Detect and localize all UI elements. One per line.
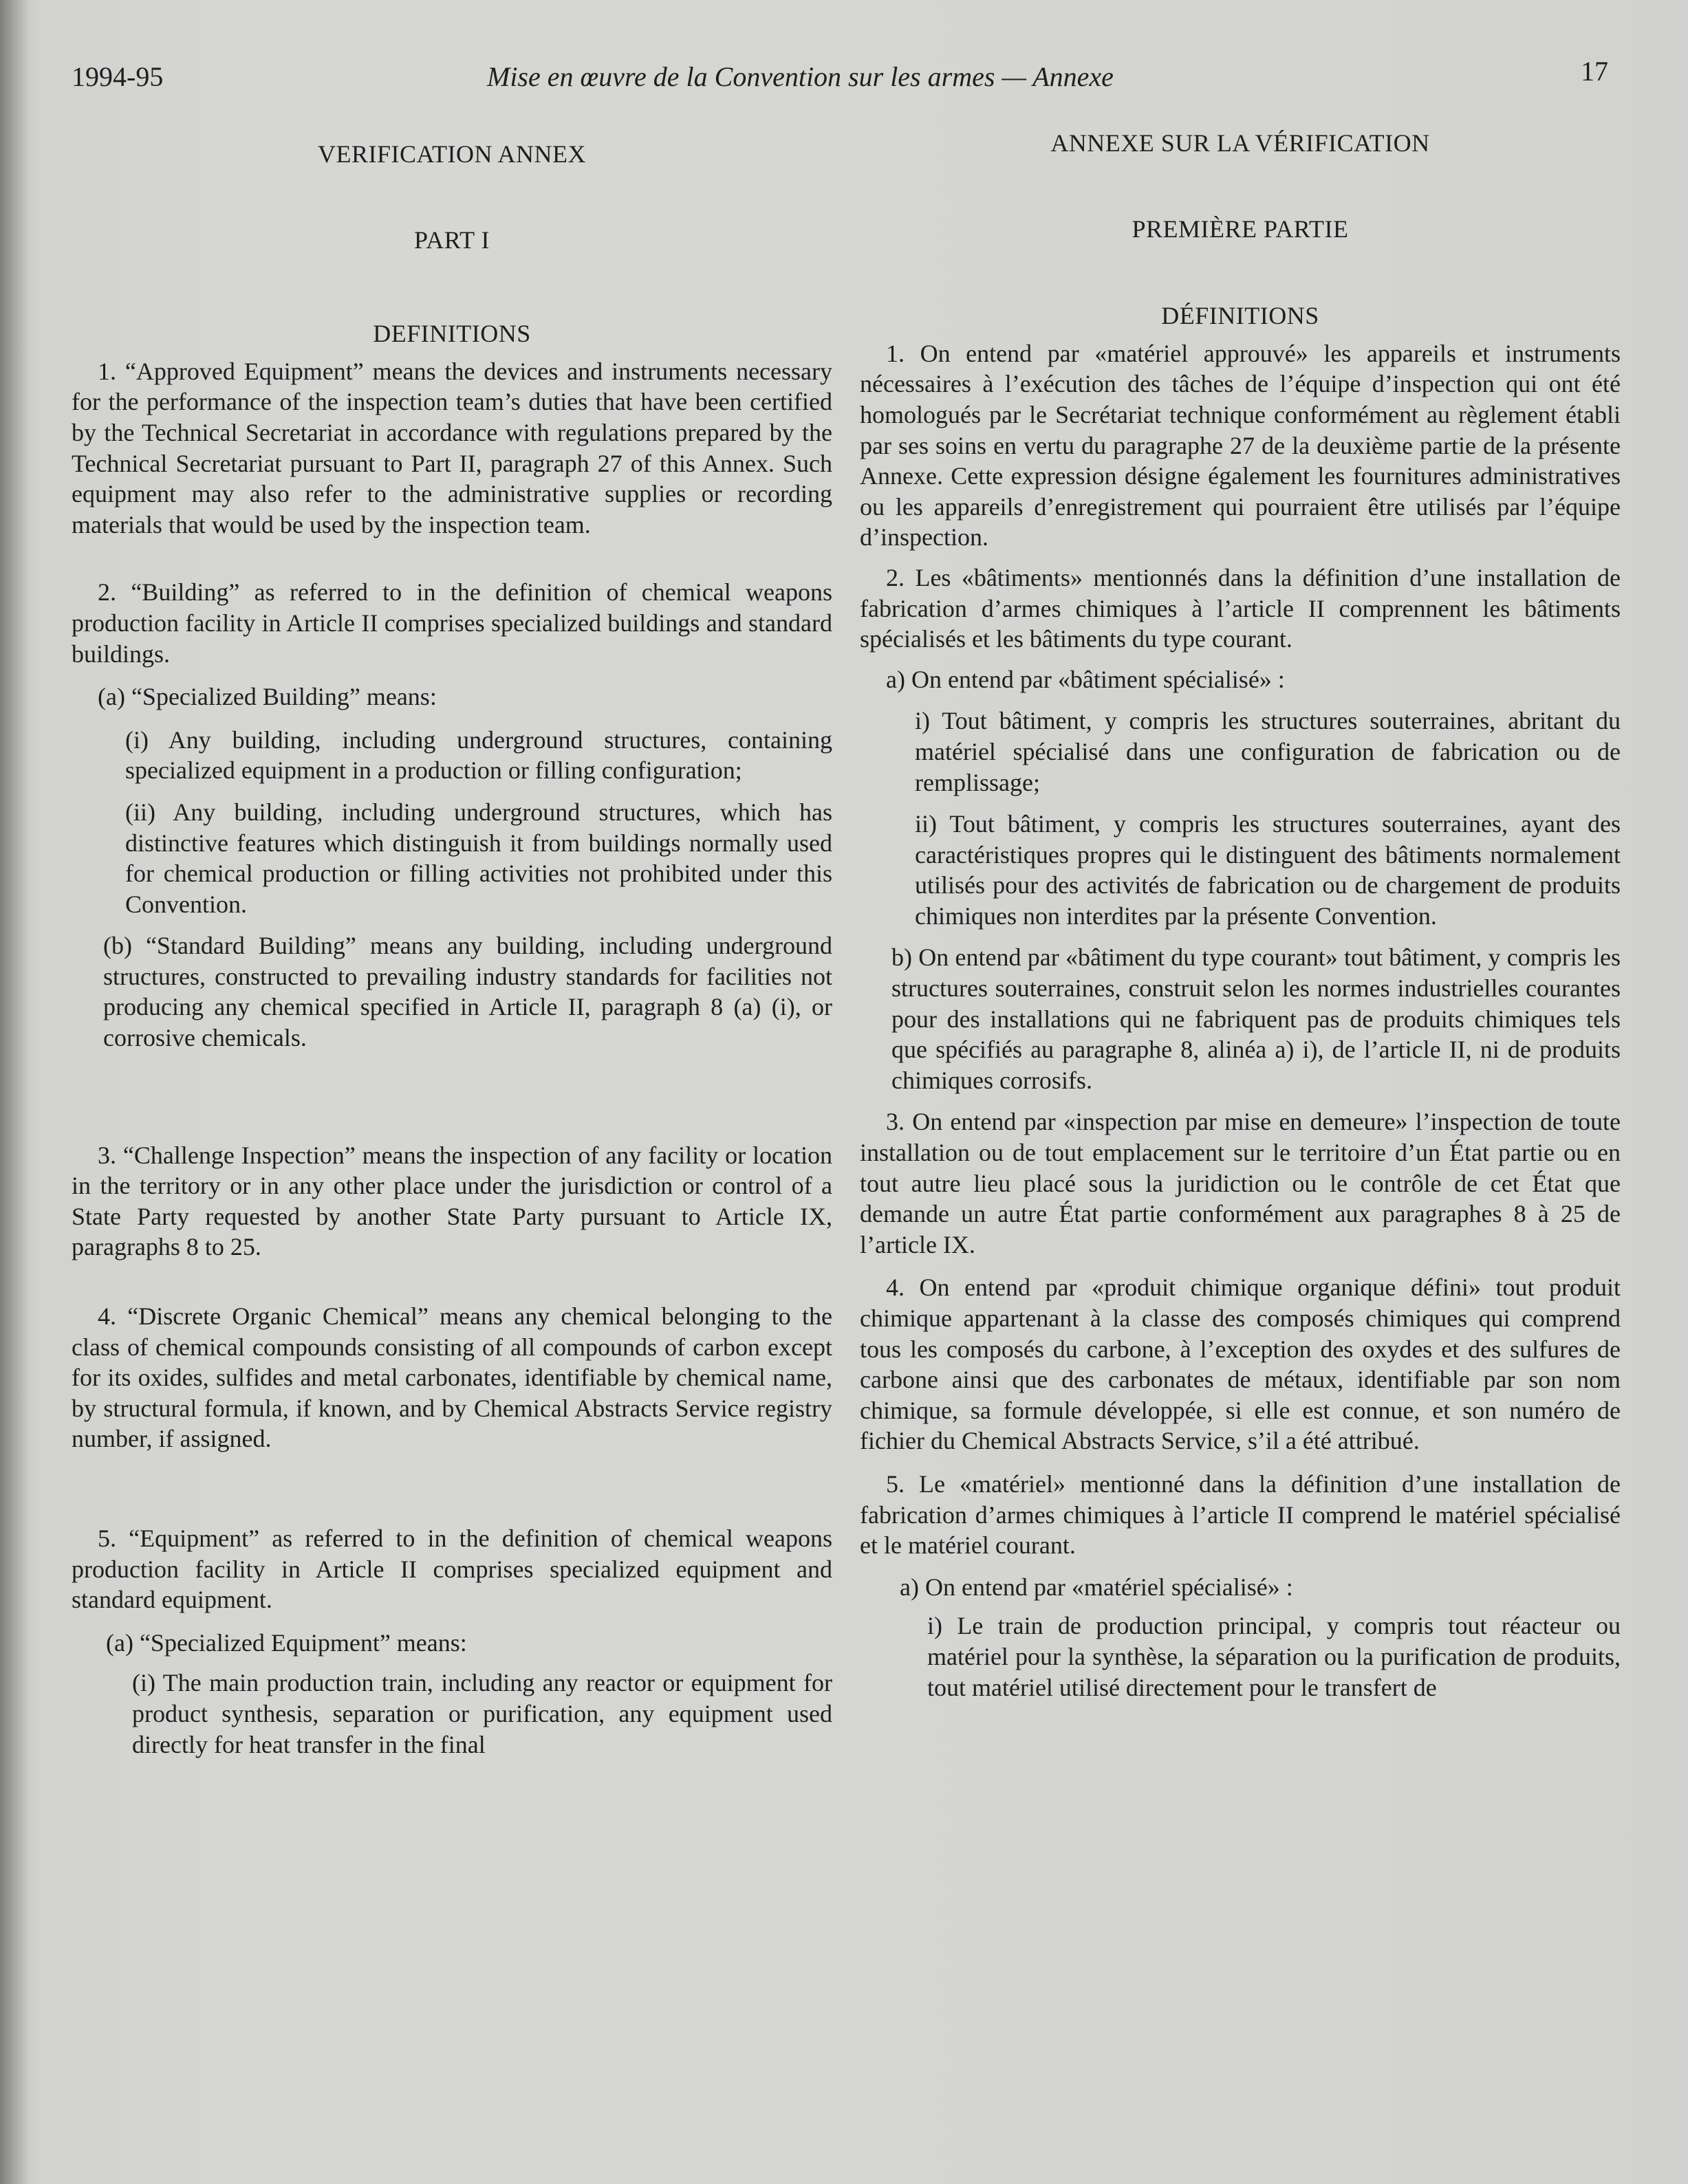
paragraph-5a-i-en: (i) The main production train, including any reactor or equipment for product synthesis, separation or purification, any equipment used directly for heat transfer in the final xyxy=(132,1669,832,1758)
paragraph-2a-ii-en: (ii) Any building, including underground structures, which has distinctive features which distinguish it from buildings normally used for chemical production or filling activities not prohibited under this Convention. xyxy=(125,798,832,918)
paragraph-2a-i-en: (i) Any building, including underground structures, containing specialized equipment in a production or filling configuration; xyxy=(125,725,832,785)
running-header-year: 1994-95 xyxy=(72,61,164,92)
page-number: 17 xyxy=(1581,56,1608,87)
english-column xyxy=(72,131,832,1760)
paragraph-2a-fr: a) On entend par «bâtiment spécialisé» : xyxy=(886,665,1285,693)
french-column xyxy=(860,131,1621,1703)
annex-title-fr: ANNEXE SUR LA VÉRIFICATION xyxy=(1050,129,1430,157)
paragraph-3-en: 3. “Challenge Inspection” means the inspection of any facility or location in the territory or in any other place under the jurisdiction or control of a State Party requested by another State Party pursuant to Article IX, paragraphs 8 to 25. xyxy=(72,1141,832,1261)
paragraph-1-fr: 1. On entend par «matériel approuvé» les appareils et instruments nécessaires à l’exécution des tâches de l’équipe d’inspection qui ont été homologués par le Secrétariat technique conformément au règlement établi par ses soins en vertu du paragraphe 27 de la deuxième partie de la présente Annexe. Cette expression désigne également les fournitures administratives ou les appareils d’enregistrement qui pourraient être utilisés par l’équipe d’inspection. xyxy=(860,339,1621,552)
part-title-fr: PREMIÈRE PARTIE xyxy=(1132,215,1349,243)
paragraph-2-fr: 2. Les «bâtiments» mentionnés dans la définition d’une installation de fabrication d’armes chimiques à l’article II comprennent les bâtiments spécialisés et les bâtiments du type courant. xyxy=(860,563,1621,653)
paragraph-5-en: 5. “Equipment” as referred to in the definition of chemical weapons production facility in Article II comprises specialized equipment and standard equipment. xyxy=(72,1525,832,1614)
paragraph-5a-en: (a) “Specialized Equipment” means: xyxy=(106,1628,467,1657)
paragraph-5a-fr: a) On entend par «matériel spécialisé» : xyxy=(900,1573,1293,1601)
section-title-fr: DÉFINITIONS xyxy=(1161,302,1319,330)
annex-title-en: VERIFICATION ANNEX xyxy=(318,140,586,168)
part-title-en: PART I xyxy=(414,226,490,254)
paragraph-5-fr: 5. Le «matériel» mentionné dans la définition d’une installation de fabrication d’armes chimiques à l’article II comprend le matériel spécialisé et le matériel courant. xyxy=(860,1470,1621,1560)
paragraph-2a-i-fr: i) Tout bâtiment, y compris les structures souterraines, abritant du matériel spécialisé dans une configuration de fabrication ou de remplissage; xyxy=(915,707,1621,796)
paragraph-2a-en: (a) “Specialized Building” means: xyxy=(98,683,437,711)
paragraph-2b-fr: b) On entend par «bâtiment du type courant» tout bâtiment, y compris les structures souterraines, construit selon les normes industrielles courantes pour des installations qui ne fabriquent pas de produits chimiques tels que spécifiés au paragraphe 8, alinéa a) i), de l’article II, ni de produits chimiques corrosifs. xyxy=(891,943,1621,1094)
paragraph-3-fr: 3. On entend par «inspection par mise en demeure» l’inspection de toute installation ou de tout emplacement sur le territoire d’un État partie ou en tout autre lieu placé sous la juridiction ou le contrôle de cet État que demande un autre État partie conformément aux paragraphes 8 à 25 de l’article IX. xyxy=(860,1108,1621,1258)
paragraph-1-en: 1. “Approved Equipment” means the devices and instruments necessary for the performance of the inspection team’s duties that have been certified by the Technical Secretariat in accordance with regulations prepared by the Technical Secretariat pursuant to Part II, paragraph 27 of this Annex. Such equipment may also refer to the administrative supplies or recording materials that would be used by the inspection team. xyxy=(72,357,832,538)
book-spine-shadow xyxy=(0,0,29,2184)
paragraph-4-fr: 4. On entend par «produit chimique organique défini» tout produit chimique appartenant à la classe des composés chimiques qui comprend tous les composés du carbone, à l’exception des oxydes et des sulfures de carbone ainsi que des carbonates de métaux, identifiable par son nom chimique, sa formule développée, si elle est connue, et son numéro de fichier du Chemical Abstracts Service, s’il a été attribué. xyxy=(860,1274,1621,1455)
paragraph-2-en: 2. “Building” as referred to in the definition of chemical weapons production facility in Article II comprises specialized buildings and standard buildings. xyxy=(72,578,832,668)
running-header-title: Mise en œuvre de la Convention sur les armes — Annexe xyxy=(487,61,1114,92)
paragraph-2a-ii-fr: ii) Tout bâtiment, y compris les structures souterraines, ayant des caractéristiques propres qui le distinguent des bâtiments normalement utilisés pour des activités de fabrication ou de chargement de produits chimiques non interdites par la présente Convention. xyxy=(915,810,1621,930)
section-title-en: DEFINITIONS xyxy=(373,320,531,348)
paragraph-2b-en: (b) “Standard Building” means any building, including underground structures, constructed to prevailing industry standards for facilities not producing any chemical specified in Article II, paragraph 8 (a) (i), or corrosive chemicals. xyxy=(103,932,832,1052)
paragraph-4-en: 4. “Discrete Organic Chemical” means any chemical belonging to the class of chemical compounds consisting of all compounds of carbon except for its oxides, sulfides and metal carbonates, identifiable by chemical name, by structural formula, if known, and by Chemical Abstracts Service registry number, if assigned. xyxy=(72,1302,832,1453)
paragraph-5a-i-fr: i) Le train de production principal, y compris tout réacteur ou matériel pour la synthèse, la séparation ou la purification de produits, tout matériel utilisé directement pour le transfert de xyxy=(927,1612,1621,1701)
